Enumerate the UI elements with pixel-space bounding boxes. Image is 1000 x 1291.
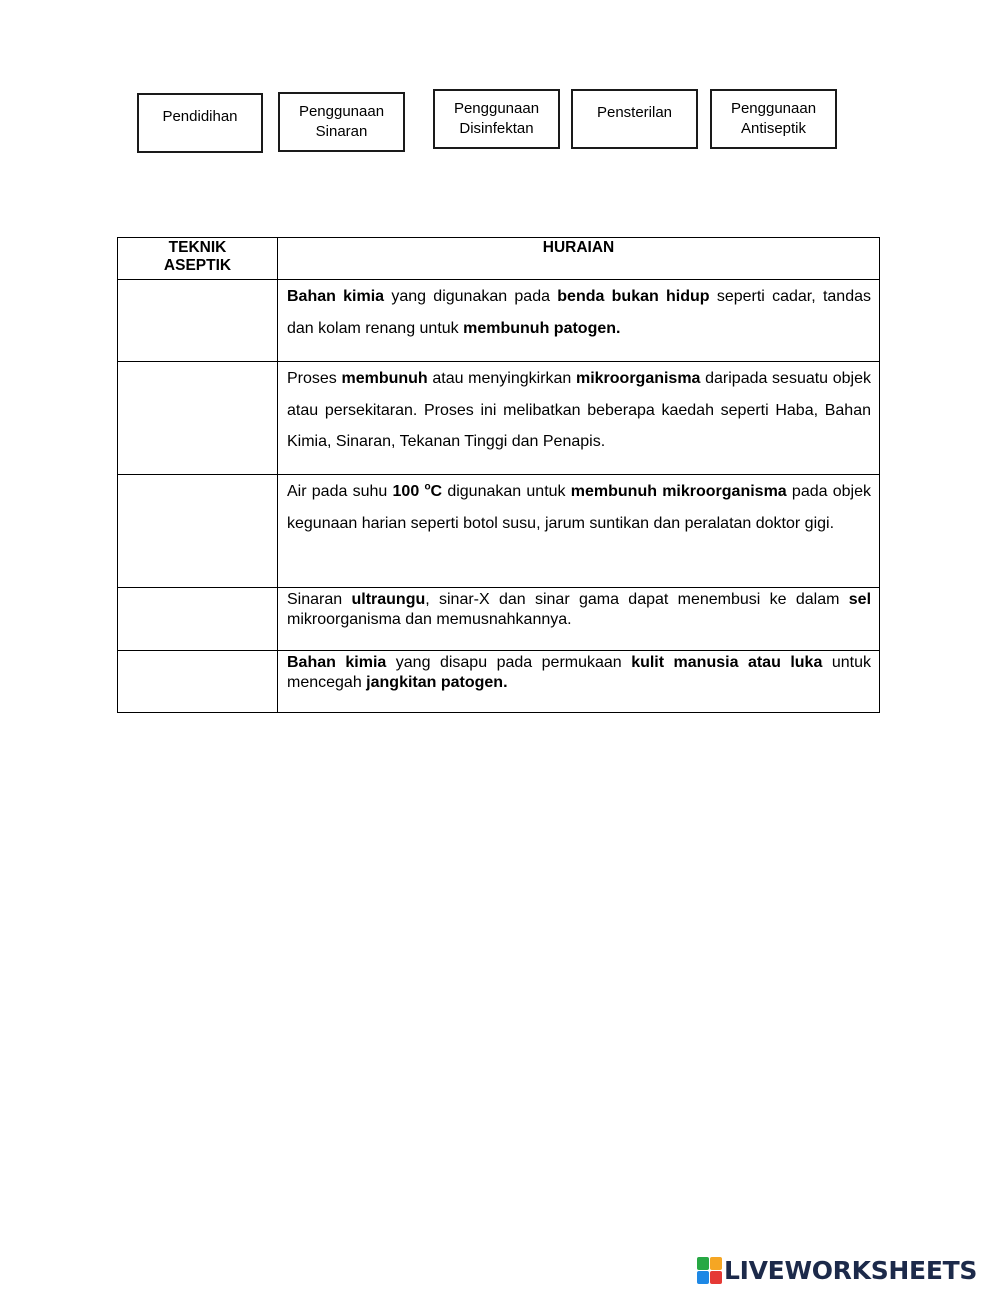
liveworksheets-brand <box>697 1255 977 1285</box>
text-segment: mikroorganisma dan memusnahkannya. <box>287 611 572 628</box>
aseptic-technique-table <box>117 237 880 713</box>
text-segment: atau menyingkirkan <box>427 370 576 387</box>
header-teknik-aseptik: TEKNIK ASEPTIK <box>118 238 278 280</box>
text-segment: seperti cadar, tandas dan kolam renang untuk <box>287 288 871 337</box>
bold-text-segment: membunuh <box>341 370 428 387</box>
bold-text-segment: ultraungu <box>351 591 426 608</box>
bold-text-segment: kulit manusia atau luka <box>631 654 823 671</box>
answer-option-penggunaan-disinfektan[interactable]: Penggunaan Disinfektan <box>433 89 560 149</box>
bold-text-segment: Bahan kimia <box>287 288 385 305</box>
bold-text-segment: C <box>430 483 443 500</box>
text-segment: yang digunakan pada <box>384 288 558 305</box>
brand-text: LIVEWORKSHEETS <box>724 1255 978 1285</box>
text-segment: Air pada suhu <box>287 483 393 500</box>
logo-square-orange <box>710 1257 722 1270</box>
text-segment: yang disapu pada permukaan <box>386 654 632 671</box>
bold-text-segment: benda bukan hidup <box>557 288 710 305</box>
bold-text-segment: membunuh mikroorganisma <box>570 483 787 500</box>
table-row <box>118 362 880 475</box>
table-row <box>118 588 880 651</box>
table-row <box>118 651 880 713</box>
bold-text-segment: sel <box>848 591 872 608</box>
text-segment: digunakan untuk <box>442 483 571 500</box>
description-2 <box>278 362 880 475</box>
logo-square-red <box>710 1271 722 1284</box>
table-header-row <box>118 238 880 280</box>
text-segment: untuk mencegah <box>287 654 871 691</box>
description-3 <box>278 475 880 588</box>
text-segment: daripada sesuatu objek atau persekitaran. Proses ini melibatkan beberapa kaedah seperti Haba, Bahan Kimia, Sinaran, Tekanan Tinggi dan Penapis. <box>287 370 871 450</box>
text-segment: pada objek kegunaan harian seperti botol susu, jarum suntikan dan peralatan doktor gigi. <box>287 483 871 532</box>
description-1 <box>278 280 880 362</box>
answer-drop-zone-5[interactable] <box>118 651 278 713</box>
answer-option-pensterilan[interactable]: Pensterilan <box>571 89 698 149</box>
answer-drop-zone-1[interactable] <box>118 280 278 362</box>
table-row <box>118 475 880 588</box>
text-segment: Sinaran <box>287 591 352 608</box>
logo-square-green <box>697 1257 709 1270</box>
answer-drop-zone-2[interactable] <box>118 362 278 475</box>
answer-option-penggunaan-antiseptik[interactable]: Penggunaan Antiseptik <box>710 89 837 149</box>
liveworksheets-logo-icon <box>697 1257 721 1283</box>
answer-drop-zone-3[interactable] <box>118 475 278 588</box>
bold-text-segment: o <box>424 481 431 493</box>
text-segment: Proses <box>287 370 342 387</box>
bold-text-segment: membunuh patogen. <box>463 319 621 337</box>
logo-square-blue <box>697 1271 709 1284</box>
description-4 <box>278 588 880 651</box>
answer-option-penggunaan-sinaran[interactable]: Penggunaan Sinaran <box>278 92 405 152</box>
answer-drop-zone-4[interactable] <box>118 588 278 651</box>
bold-text-segment: jangkitan patogen. <box>366 674 508 691</box>
header-huraian: HURAIAN <box>278 238 880 280</box>
answer-option-pendidihan[interactable]: Pendidihan <box>137 93 263 153</box>
bold-text-segment: 100 <box>392 483 425 500</box>
bold-text-segment: Bahan kimia <box>287 654 387 671</box>
text-segment: , sinar-X dan sinar gama dapat menembusi ke dalam <box>425 591 849 608</box>
bold-text-segment: mikroorganisma <box>575 370 701 387</box>
description-5 <box>278 651 880 713</box>
table-row <box>118 280 880 362</box>
